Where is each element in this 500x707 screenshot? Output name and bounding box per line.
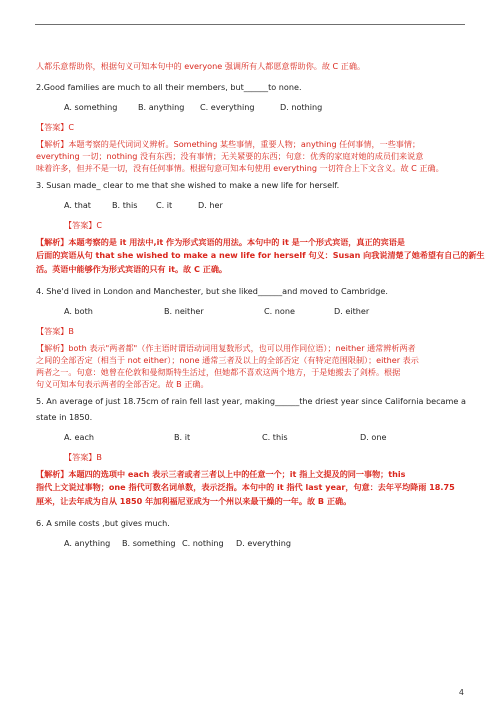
explanation-5-line: 厘米，让去年成为自从 1850 年加利福尼亚成为一个州以来最干燥的一年。故 B 正确。	[36, 496, 352, 506]
explanation-5-line: 【解析】本题四的选项中 each 表示三者或者三者以上中的任意一个；it 指上文提及的同一事物；this	[36, 469, 406, 479]
question-2: 2.Good families are much to all their members, but______to none.	[36, 82, 302, 92]
answer-2: 【答案】C	[36, 122, 75, 132]
option-d: D. her	[198, 200, 223, 210]
option-a: A. anything	[64, 538, 111, 548]
option-c: C. none	[264, 306, 295, 316]
explanation-4-line: 两者之一。句意：她曾在伦敦和曼彻斯特生活过，但她都不喜欢这两个地方，于是她搬去了剑桥。根据	[36, 367, 401, 377]
page-number: 4	[458, 688, 464, 697]
option-b: B. something	[122, 538, 176, 548]
document-body	[36, 60, 485, 549]
explanation-2-line: 【解析】本题考察的是代词词义辨析。Something 某些事情，重要人物；anything 任何事情，一些事情；	[36, 139, 421, 149]
option-c: C. everything	[200, 102, 255, 112]
explanation-continuation: 人都乐意帮助你，根据句义可知本句中的 everyone 强调所有人都愿意帮助你。故 C 正确。	[36, 61, 366, 71]
option-d: D. one	[360, 432, 387, 442]
option-a: A. both	[64, 306, 93, 316]
question-3: 3. Susan made_ clear to me that she wished to make a new life for herself.	[36, 180, 340, 190]
question-3-options	[64, 199, 466, 211]
question-5-cont: state in 1850.	[36, 412, 93, 422]
answer-4: 【答案】B	[36, 326, 74, 336]
question-6-options	[64, 537, 466, 549]
answer-3: 【答案】C	[64, 220, 103, 230]
option-d: D. everything	[236, 538, 292, 548]
option-c: C. nothing	[182, 538, 224, 548]
explanation-4-line: 【解析】both 表示"两者都"（作主语时谓语动词用复数形式，也可以用作同位语）；neither 通常辨析两者	[36, 343, 416, 353]
option-b: B. this	[112, 200, 138, 210]
explanation-3-line: 【解析】本题考察的是 it 用法中,it 作为形式宾语的用法。本句中的 it 是一个形式宾语，真正的宾语是	[36, 237, 405, 247]
option-a: A. that	[64, 200, 91, 210]
option-b: B. neither	[164, 306, 204, 316]
option-b: B. it	[174, 432, 191, 442]
explanation-4-line: 之间的全部否定（相当于 not either）；none 通常三者及以上的全部否定（有特定范围限制）；either 表示	[36, 355, 419, 365]
option-c: C. this	[262, 432, 288, 442]
explanation-2-line: everything 一切；nothing 没有东西；没有事情；无关紧要的东西；句意：优秀的家庭对她的成员们来说意	[36, 151, 424, 161]
explanation-3-line: 后面的宾语从句 that she wished to make a new life for herself 句义：Susan 向我说清楚了她希望有自己的新生	[36, 250, 485, 260]
question-4: 4. She'd lived in London and Manchester, but she liked______and moved to Cambridge.	[36, 286, 388, 296]
option-a: A. each	[64, 432, 95, 442]
explanation-3-line: 活。英语中能够作为形式宾语的只有 it。故 C 正确。	[36, 264, 228, 274]
option-b: B. anything	[138, 102, 185, 112]
explanation-5-line: 指代上文说过事物；one 指代可数名词单数，表示泛指。本句中的 it 指代 last year，句意：去年平均降雨 18.75	[36, 482, 455, 492]
question-2-options	[64, 101, 466, 113]
question-5: 5. An average of just 18.75cm of rain fell last year, making______the driest year since California became a	[36, 396, 466, 406]
explanation-4-line: 句义可知本句表示两者的全部否定。故 B 正确。	[36, 379, 209, 389]
explanation-2-line: 味着许多，但并不是一切，没有任何事情。根据句意可知本句使用 everything 一切符合上下文含义。故 C 正确。	[36, 163, 444, 173]
header-rule	[35, 24, 465, 25]
question-4-options	[64, 305, 466, 317]
option-d: D. either	[334, 306, 370, 316]
answer-5: 【答案】B	[64, 452, 102, 462]
option-a: A. something	[64, 102, 118, 112]
option-c: C. it	[156, 200, 173, 210]
question-5-options	[64, 431, 466, 443]
question-6: 6. A smile costs ,but gives much.	[36, 518, 170, 528]
option-d: D. nothing	[280, 102, 323, 112]
